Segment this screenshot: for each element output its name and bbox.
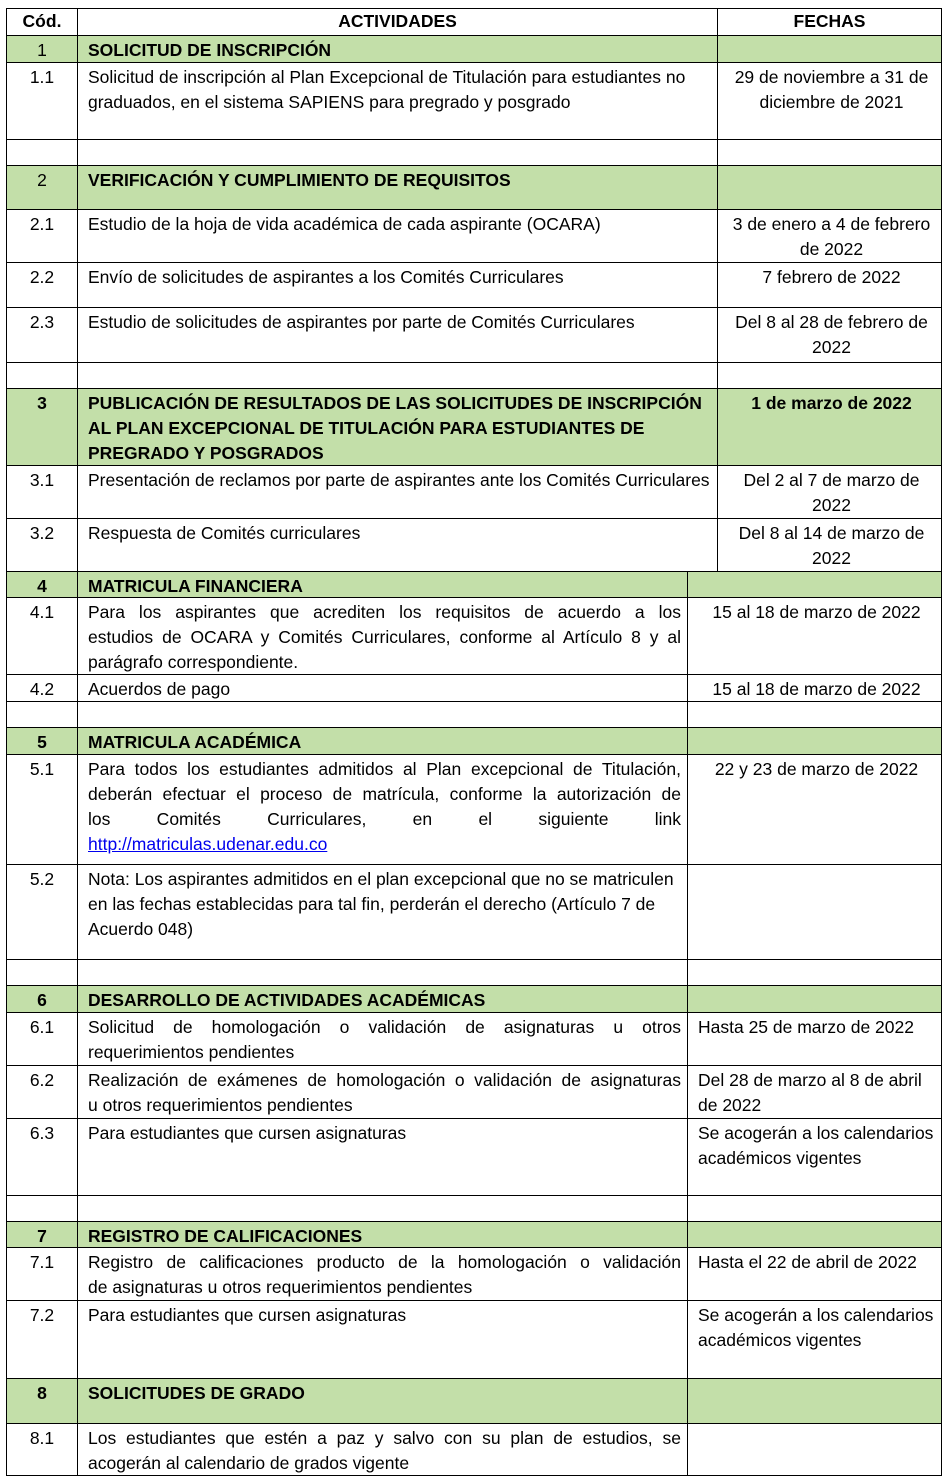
row-date: 22 y 23 de marzo de 2022 <box>687 754 942 865</box>
row-date: Hasta el 22 de abril de 2022 <box>687 1247 942 1301</box>
row-activity: Estudio de la hoja de vida académica de cada aspirante (OCARA) <box>77 209 718 263</box>
row-code: 6.1 <box>6 1012 78 1066</box>
section-title: PUBLICACIÓN DE RESULTADOS DE LAS SOLICITUDES DE INSCRIPCIÓN AL PLAN EXCEPCIONAL DE TITULACIÓN PARA ESTUDIANTES DE PREGRADO Y POSGRADOS <box>77 388 718 466</box>
section-title: SOLICITUDES DE GRADO <box>77 1378 688 1424</box>
section-title: VERIFICACIÓN Y CUMPLIMIENTO DE REQUISITOS <box>77 165 718 210</box>
spacer-code <box>6 959 78 986</box>
row-date: Del 2 al 7 de marzo de 2022 <box>717 465 942 519</box>
section-code: 6 <box>6 985 78 1013</box>
row-activity: Envío de solicitudes de aspirantes a los Comités Curriculares <box>77 262 718 308</box>
row-code: 2.3 <box>6 307 78 363</box>
row-activity: Solicitud de inscripción al Plan Excepcional de Titulación para estudiantes no graduados, en el sistema SAPIENS para pregrado y posgrado <box>77 62 718 140</box>
spacer-date <box>717 362 942 389</box>
row-activity: Respuesta de Comités curriculares <box>77 518 718 572</box>
spacer-activity <box>77 959 688 986</box>
row-code: 2.2 <box>6 262 78 308</box>
spacer-activity <box>77 1195 688 1222</box>
section-date <box>687 727 942 755</box>
section-date: 1 de marzo de 2022 <box>717 388 942 466</box>
section-date <box>687 985 942 1013</box>
row-code: 7.1 <box>6 1247 78 1301</box>
row-date: Se acogerán a los calendarios académicos vigentes <box>687 1300 942 1379</box>
spacer-date <box>717 139 942 166</box>
spacer-code <box>6 1195 78 1222</box>
spacer-activity <box>77 139 718 166</box>
row-activity: Nota: Los aspirantes admitidos en el plan excepcional que no se matriculen en las fechas establecidas para tal fin, perderán el derecho (Artículo 7 de Acuerdo 048) <box>77 864 688 960</box>
row-date: Del 28 de marzo al 8 de abril de 2022 <box>687 1065 942 1119</box>
row-code: 3.2 <box>6 518 78 572</box>
spacer-date <box>687 959 942 986</box>
section-title: REGISTRO DE CALIFICACIONES <box>77 1221 688 1248</box>
row-activity: Solicitud de homologación o validación de asignaturas u otros requerimientos pendientes <box>77 1012 688 1066</box>
header-dates: FECHAS <box>717 8 942 36</box>
row-date <box>687 864 942 960</box>
row-date: 15 al 18 de marzo de 2022 <box>687 674 942 702</box>
row-activity: Realización de exámenes de homologación o validación de asignaturas u otros requerimientos pendientes <box>77 1065 688 1119</box>
section-date <box>687 1378 942 1424</box>
section-code: 5 <box>6 727 78 755</box>
row-code: 4.2 <box>6 674 78 702</box>
section-date <box>717 165 942 210</box>
spacer-activity <box>77 362 718 389</box>
section-title: MATRICULA ACADÉMICA <box>77 727 688 755</box>
row-date: 29 de noviembre a 31 de diciembre de 2021 <box>717 62 942 140</box>
row-code: 6.2 <box>6 1065 78 1119</box>
spacer-date <box>687 1195 942 1222</box>
section-title: MATRICULA FINANCIERA <box>77 571 688 598</box>
row-date: 3 de enero a 4 de febrero de 2022 <box>717 209 942 263</box>
section-title: DESARROLLO DE ACTIVIDADES ACADÉMICAS <box>77 985 688 1013</box>
row-date <box>687 1423 942 1476</box>
row-activity: Registro de calificaciones producto de la homologación o validación de asignaturas u otros requerimientos pendientes <box>77 1247 688 1301</box>
row-activity: Para estudiantes que cursen asignaturas <box>77 1118 688 1196</box>
row-code: 4.1 <box>6 597 78 675</box>
section-code: 7 <box>6 1221 78 1248</box>
header-activities: ACTIVIDADES <box>77 8 718 36</box>
section-title: SOLICITUD DE INSCRIPCIÓN <box>77 35 718 63</box>
row-activity: Estudio de solicitudes de aspirantes por parte de Comités Curriculares <box>77 307 718 363</box>
spacer-code <box>6 701 78 728</box>
row-code: 7.2 <box>6 1300 78 1379</box>
header-code: Cód. <box>6 8 78 36</box>
section-date <box>687 571 942 598</box>
row-date: Del 8 al 28 de febrero de 2022 <box>717 307 942 363</box>
spacer-code <box>6 139 78 166</box>
section-date <box>687 1221 942 1248</box>
row-code: 5.1 <box>6 754 78 865</box>
spacer-date <box>687 701 942 728</box>
spacer-activity <box>77 701 688 728</box>
row-activity: Los estudiantes que estén a paz y salvo con su plan de estudios, se acogerán al calendario de grados vigente <box>77 1423 688 1476</box>
row-code: 5.2 <box>6 864 78 960</box>
row-activity: Presentación de reclamos por parte de aspirantes ante los Comités Curriculares <box>77 465 718 519</box>
matriculas-link[interactable]: http://matriculas.udenar.edu.co <box>88 834 328 854</box>
section-code: 2 <box>6 165 78 210</box>
row-date: Se acogerán a los calendarios académicos vigentes <box>687 1118 942 1196</box>
row-code: 8.1 <box>6 1423 78 1476</box>
section-code: 4 <box>6 571 78 598</box>
row-code: 3.1 <box>6 465 78 519</box>
row-date: 15 al 18 de marzo de 2022 <box>687 597 942 675</box>
section-code: 1 <box>6 35 78 63</box>
section-code: 3 <box>6 388 78 466</box>
row-code: 6.3 <box>6 1118 78 1196</box>
row-activity: Para estudiantes que cursen asignaturas <box>77 1300 688 1379</box>
section-date <box>717 35 942 63</box>
row-activity: Acuerdos de pago <box>77 674 688 702</box>
section-code: 8 <box>6 1378 78 1424</box>
row-date: Hasta 25 de marzo de 2022 <box>687 1012 942 1066</box>
row-code: 2.1 <box>6 209 78 263</box>
row-activity: Para los aspirantes que acrediten los requisitos de acuerdo a los estudios de OCARA y Comités Curriculares, conforme al Artículo 8 y al parágrafo correspondiente. <box>77 597 688 675</box>
row-code: 1.1 <box>6 62 78 140</box>
row-activity: Para todos los estudiantes admitidos al Plan excepcional de Titulación, deberán efectuar el proceso de matrícula, conforme la autorización de los Comités Curriculares, en el siguiente link http://matriculas.udenar.edu.co <box>77 754 688 865</box>
row-date: Del 8 al 14 de marzo de 2022 <box>717 518 942 572</box>
spacer-code <box>6 362 78 389</box>
row-date: 7 febrero de 2022 <box>717 262 942 308</box>
